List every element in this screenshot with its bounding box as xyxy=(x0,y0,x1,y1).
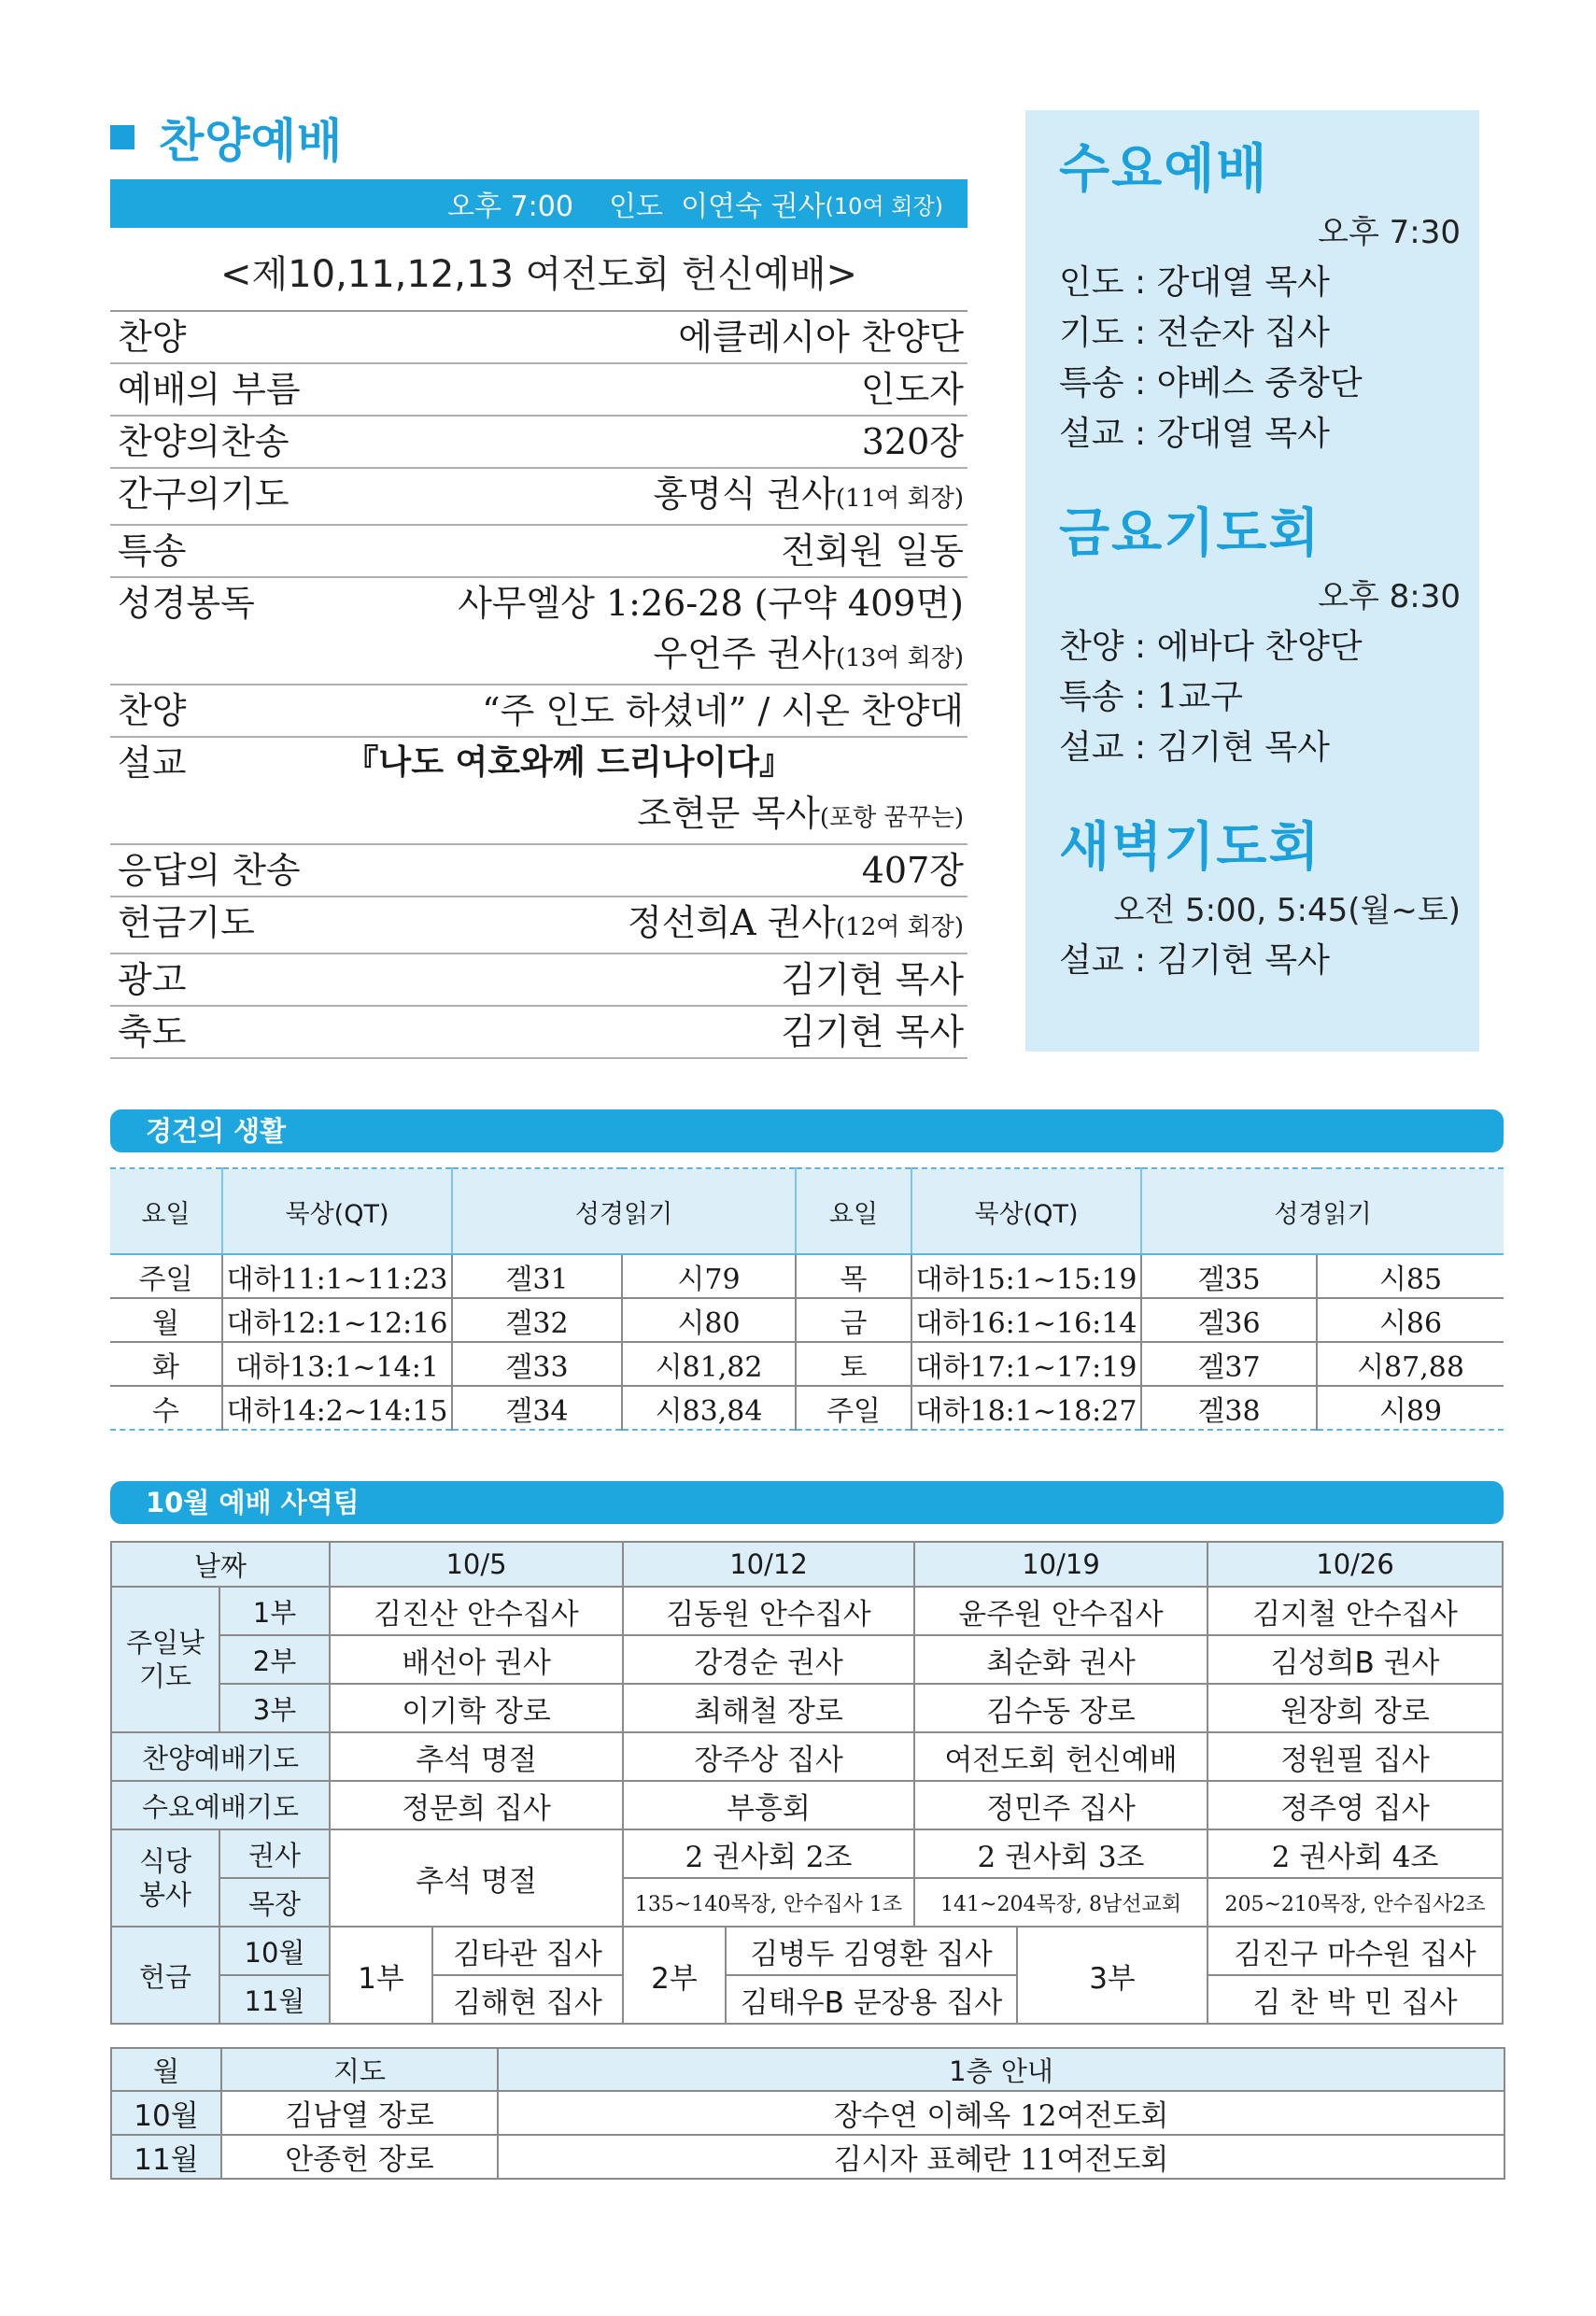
sermon-title: 『나도 여호와께 드리나이다』 xyxy=(345,743,794,782)
wed-line: 설교 : 강대열 목사 xyxy=(1059,415,1330,453)
reading-cell: 시81,82 xyxy=(622,1342,796,1386)
reading-cell: 대하15:1~15:19 xyxy=(911,1254,1141,1298)
reading-cell: 겔37 xyxy=(1141,1342,1317,1386)
dawn-prayer-title: 새벽기도회 xyxy=(1059,817,1321,878)
fri-line: 설교 : 김기현 목사 xyxy=(1059,728,1330,767)
square-bullet-icon xyxy=(110,125,134,149)
reading-cell: 대하12:1~12:16 xyxy=(222,1298,452,1342)
order-row: 특송 전회원 일동 xyxy=(110,526,967,578)
table-row xyxy=(110,1386,1504,1430)
ministry-team-section-bar: 10월 예배 사역팀 xyxy=(110,1481,1504,1524)
order-row: 예배의 부름 인도자 xyxy=(110,364,967,417)
reading-cell: 겔36 xyxy=(1141,1298,1317,1342)
reading-cell: 겔32 xyxy=(452,1298,622,1342)
table-row: 11월 안종헌 장로 김시자 표혜란 11여전도회 xyxy=(111,2135,1504,2179)
fri-line: 특송 : 1교구 xyxy=(1059,678,1244,716)
service-subtitle: <제10,11,12,13 여전도회 헌신예배> xyxy=(220,253,857,296)
table-row: 수요예배기도 정문희 집사 부흥회 정민주 집사 정주영 집사 xyxy=(111,1781,1503,1829)
day-cell: 목 xyxy=(796,1254,911,1298)
reading-cell: 겔35 xyxy=(1141,1254,1317,1298)
order-row: 광고 김기현 목사 xyxy=(110,954,967,1007)
table-row xyxy=(110,1254,1504,1298)
reading-cell: 시86 xyxy=(1317,1298,1504,1342)
table-row: 11월 김해현 집사 김태우B 문장용 집사 김 찬 박 민 집사 xyxy=(111,1975,1503,2024)
reading-cell: 시80 xyxy=(622,1298,796,1342)
reading-cell: 대하13:1~14:1 xyxy=(222,1342,452,1386)
fri-prayer-time: 오후 8:30 xyxy=(1318,578,1461,615)
table-row xyxy=(110,1342,1504,1386)
order-of-service xyxy=(110,310,967,1059)
leader-note: (10여 회장) xyxy=(825,192,943,219)
guidance-header-row: 월 지도 1층 안내 xyxy=(111,2048,1504,2091)
day-cell: 월 xyxy=(110,1298,222,1342)
guidance-table xyxy=(110,2047,1505,2180)
table-row: 주일낮 기도 1부 김진산 안수집사 김동원 안수집사 윤주원 안수집사 김지철 안수집사 xyxy=(111,1587,1503,1635)
devotion-header-row: 요일 묵상(QT) 성경읽기 요일 묵상(QT) 성경읽기 xyxy=(110,1168,1504,1254)
day-cell: 화 xyxy=(110,1342,222,1386)
evening-service-section xyxy=(110,103,967,1059)
section-heading xyxy=(110,103,967,172)
reading-cell: 겔34 xyxy=(452,1386,622,1430)
order-row: 헌금기도 정선희A 권사(12여 회장) xyxy=(110,897,967,954)
wed-line: 인도 : 강대열 목사 xyxy=(1059,263,1330,302)
table-row: 찬양예배기도 추석 명절 장주상 집사 여전도회 헌신예배 정원필 집사 xyxy=(111,1732,1503,1781)
order-row: 간구의기도 홍명식 권사(11여 회장) xyxy=(110,469,967,526)
table-row: 10월 김남열 장로 장수연 이혜옥 12여전도회 xyxy=(111,2091,1504,2135)
day-cell: 주일 xyxy=(110,1254,222,1298)
order-row: 찬양의찬송 320장 xyxy=(110,417,967,469)
section-title: 찬양예배 xyxy=(159,114,344,168)
service-time-leader: 오후 7:00 인도 이연숙 권사 xyxy=(447,191,826,223)
order-row-sermon: 설교 『나도 여호와께 드리나이다』 조현문 목사(포항 꿈꾸는) xyxy=(110,738,967,845)
service-info-bar xyxy=(110,179,967,228)
reading-cell: 대하11:1~11:23 xyxy=(222,1254,452,1298)
fri-line: 찬양 : 에바다 찬양단 xyxy=(1059,628,1363,666)
reading-cell: 시89 xyxy=(1317,1386,1504,1430)
table-row: 헌금 10월 1부 김타관 집사 2부 김병두 김영환 집사 3부 김진구 마수원 집사 xyxy=(111,1927,1503,1975)
order-row: 찬양 에클레시아 찬양단 xyxy=(110,312,967,364)
weekday-services-panel xyxy=(1025,110,1479,1052)
day-cell: 토 xyxy=(796,1342,911,1386)
reading-cell: 대하17:1~17:19 xyxy=(911,1342,1141,1386)
devotion-section-bar: 경건의 생활 xyxy=(110,1109,1504,1152)
reading-cell: 시85 xyxy=(1317,1254,1504,1298)
table-row: 3부 이기학 장로 최해철 장로 김수동 장로 원장희 장로 xyxy=(111,1684,1503,1732)
table-row: 2부 배선아 권사 강경순 권사 최순화 권사 김성희B 권사 xyxy=(111,1635,1503,1684)
wed-service-title: 수요예배 xyxy=(1059,139,1269,200)
reading-cell: 겔31 xyxy=(452,1254,622,1298)
reading-cell: 겔33 xyxy=(452,1342,622,1386)
order-row-reading: 성경봉독 사무엘상 1:26-28 (구약 409면) 우언주 권사(13여 회장) xyxy=(110,578,967,685)
dawn-prayer-time: 오전 5:00, 5:45(월~토) xyxy=(1113,892,1461,929)
reading-cell: 대하14:2~14:15 xyxy=(222,1386,452,1430)
fri-prayer-title: 금요기도회 xyxy=(1059,503,1321,564)
order-row: 응답의 찬송 407장 xyxy=(110,845,967,897)
order-row: 찬양 “주 인도 하셨네” / 시온 찬양대 xyxy=(110,685,967,738)
reading-cell: 겔38 xyxy=(1141,1386,1317,1430)
table-row: 목장 135~140목장, 안수집사 1조 141~204목장, 8남선교회 205~210목장, 안수집사2조 xyxy=(111,1878,1503,1927)
reading-cell: 시87,88 xyxy=(1317,1342,1504,1386)
day-cell: 금 xyxy=(796,1298,911,1342)
reading-cell: 시83,84 xyxy=(622,1386,796,1430)
order-row: 축도 김기현 목사 xyxy=(110,1007,967,1059)
reading-cell: 시79 xyxy=(622,1254,796,1298)
wed-line: 특송 : 야베스 중창단 xyxy=(1059,364,1363,402)
table-row: 식당 봉사 권사 추석 명절 2 권사회 2조 2 권사회 3조 2 권사회 4조 xyxy=(111,1829,1503,1878)
dawn-line: 설교 : 김기현 목사 xyxy=(1059,941,1330,980)
table-row xyxy=(110,1298,1504,1342)
ministry-team-table xyxy=(110,1541,1504,2025)
reading-cell: 대하18:1~18:27 xyxy=(911,1386,1141,1430)
devotion-table xyxy=(110,1167,1504,1431)
wed-service-time: 오후 7:30 xyxy=(1318,214,1461,251)
reading-cell: 대하16:1~16:14 xyxy=(911,1298,1141,1342)
wed-line: 기도 : 전순자 집사 xyxy=(1059,314,1330,352)
day-cell: 주일 xyxy=(796,1386,911,1430)
day-cell: 수 xyxy=(110,1386,222,1430)
team-header-row: 날짜 10/5 10/12 10/19 10/26 xyxy=(111,1542,1503,1587)
